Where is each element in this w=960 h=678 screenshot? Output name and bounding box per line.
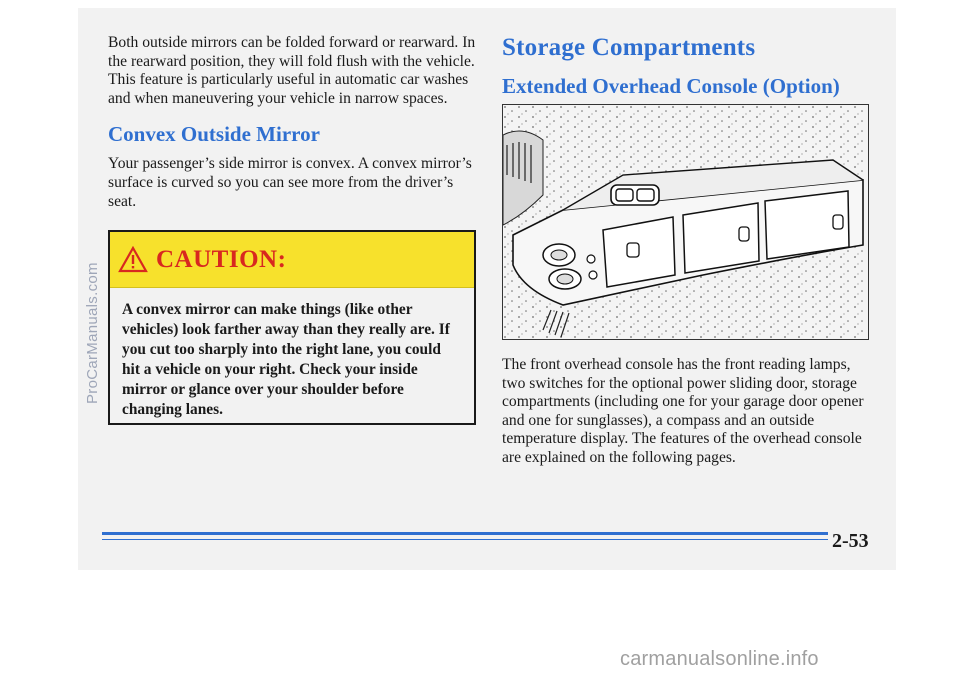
bottom-watermark: carmanualsonline.info bbox=[620, 648, 819, 670]
caution-header bbox=[110, 232, 474, 288]
folding-mirrors-paragraph: Both outside mirrors can be folded forward or rearward. In the rearward position, they will fold flush with the vehicle. This feature is particularly useful in automatic car washes and when maneuvering your vehicle in narrow spaces. bbox=[108, 34, 476, 107]
convex-mirror-paragraph: Your passenger’s side mirror is convex. A convex mirror’s surface is curved so you can see more from the driver’s seat. bbox=[108, 155, 472, 210]
left-column bbox=[108, 34, 480, 211]
right-column bbox=[502, 34, 874, 107]
footer-rule-thin bbox=[102, 539, 828, 540]
footer-rule bbox=[102, 532, 828, 544]
caution-box bbox=[108, 230, 476, 425]
console-drawing bbox=[503, 105, 868, 339]
storage-compartments-heading: Storage Compartments bbox=[502, 34, 756, 61]
overhead-console-illustration bbox=[502, 104, 869, 340]
page-number: 2-53 bbox=[832, 530, 869, 552]
caution-label: CAUTION: bbox=[156, 245, 287, 273]
overhead-console-paragraph: The front overhead console has the front reading lamps, two switches for the optional power sliding door, storage compartments (including one for your garage door opener and one for sunglasses), a compass and an outside temperature display. The features of the overhead console are explained on the following pages. bbox=[502, 356, 864, 466]
overhead-console-heading: Extended Overhead Console (Option) bbox=[502, 74, 840, 98]
warning-triangle-icon bbox=[118, 246, 148, 273]
side-watermark: ProCarManuals.com bbox=[84, 262, 101, 404]
caution-text: A convex mirror can make things (like other vehicles) look farther away than they really are. If you cut too sharply into the right lane, you could hit a vehicle on your right. Check your inside mirror or glance over your shoulder before changing lanes. bbox=[122, 301, 450, 418]
convex-mirror-heading: Convex Outside Mirror bbox=[108, 122, 320, 147]
footer-rule-thick bbox=[102, 532, 828, 535]
